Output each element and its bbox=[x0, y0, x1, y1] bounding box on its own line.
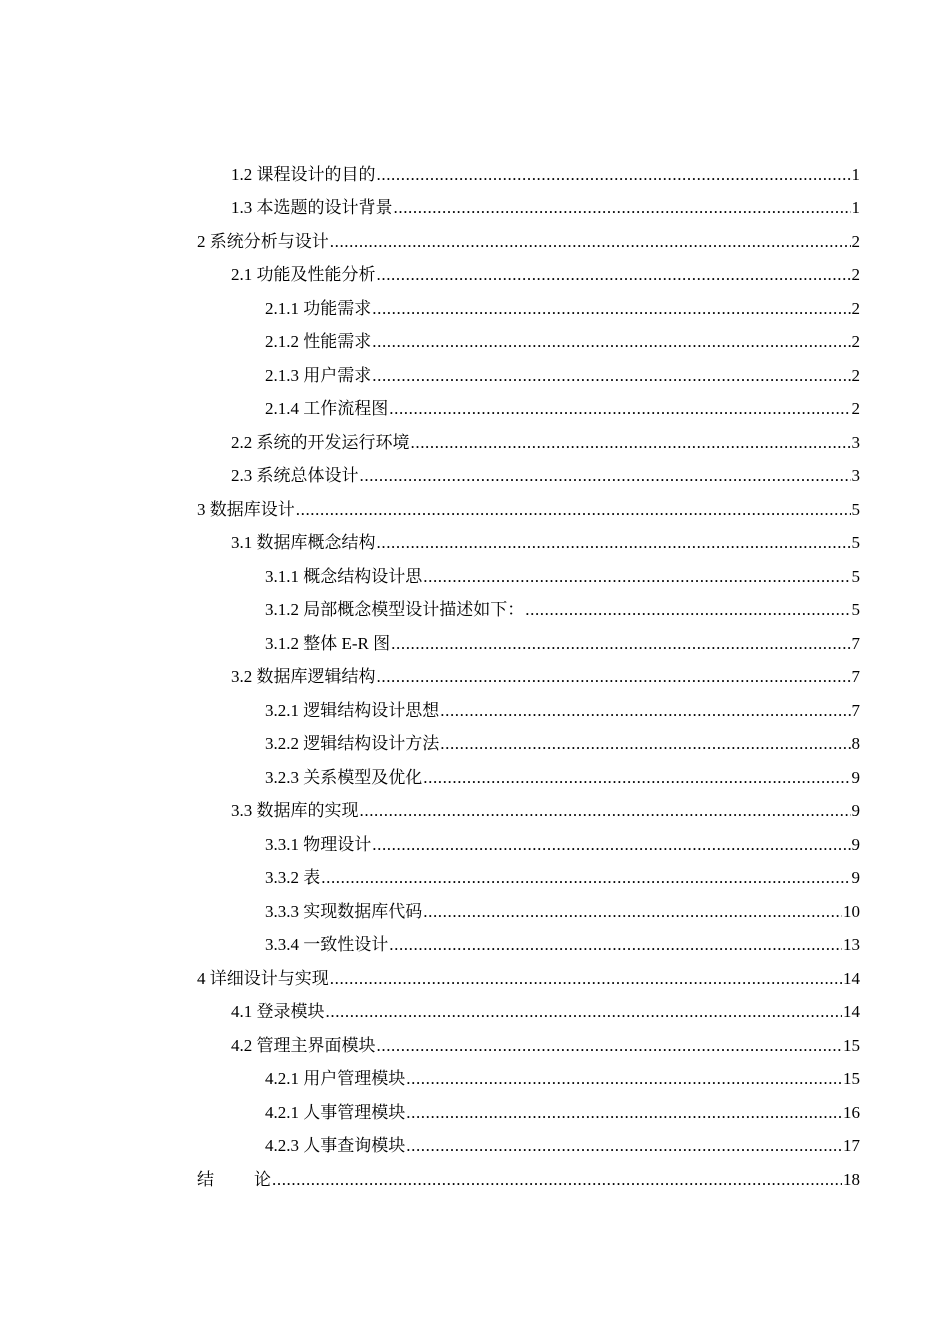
toc-entry[interactable] bbox=[0, 560, 950, 594]
toc-entry-page: 5 bbox=[851, 600, 860, 620]
toc-entry-page: 16 bbox=[843, 1102, 860, 1122]
toc-entry[interactable] bbox=[0, 527, 950, 561]
toc-entry-title: 3.1 数据库概念结构 bbox=[231, 533, 376, 553]
dot-leader bbox=[406, 1102, 842, 1124]
toc-entry[interactable] bbox=[0, 359, 950, 393]
toc-entry-title: 3.2.1 逻辑结构设计思想 bbox=[265, 700, 440, 720]
conclusion-char-1: 结 bbox=[197, 1169, 214, 1189]
toc-entry-page: 5 bbox=[851, 533, 860, 553]
dot-leader bbox=[423, 566, 850, 588]
toc-entry-title: 2.1.2 性能需求 bbox=[265, 332, 372, 352]
toc-entry-title: 3.1.2 整体 E-R 图 bbox=[265, 633, 391, 653]
toc-entry-page: 9 bbox=[851, 767, 860, 787]
toc-entry-page: 3 bbox=[851, 466, 860, 486]
dot-leader bbox=[372, 298, 850, 320]
toc-entry-page: 13 bbox=[843, 935, 860, 955]
toc-entry-page: 14 bbox=[843, 1002, 860, 1022]
dot-leader bbox=[394, 197, 851, 219]
toc-entry-page: 7 bbox=[851, 700, 860, 720]
toc-entry-title: 3.2 数据库逻辑结构 bbox=[231, 667, 376, 687]
toc-entry[interactable] bbox=[0, 828, 950, 862]
dot-leader bbox=[330, 231, 851, 253]
dot-leader bbox=[326, 1001, 843, 1023]
toc-entry-title: 2.2 系统的开发运行环境 bbox=[231, 432, 410, 452]
dot-leader bbox=[440, 733, 850, 755]
dot-leader bbox=[360, 800, 851, 822]
toc-entry-title: 3 数据库设计 bbox=[197, 499, 295, 519]
dot-leader bbox=[423, 901, 842, 923]
toc-entry[interactable] bbox=[0, 996, 950, 1030]
toc-entry-page: 15 bbox=[843, 1035, 860, 1055]
dot-leader bbox=[389, 398, 850, 420]
toc-entry-page: 14 bbox=[843, 968, 860, 988]
dot-leader bbox=[525, 599, 850, 621]
toc-entry-page: 10 bbox=[843, 901, 860, 921]
toc-entry-title: 3.1.2 局部概念模型设计描述如下： bbox=[265, 600, 525, 620]
conclusion-char-2: 论 bbox=[254, 1169, 271, 1189]
toc-entry[interactable] bbox=[0, 225, 950, 259]
table-of-contents bbox=[0, 158, 950, 1197]
toc-entry-conclusion[interactable] bbox=[0, 1163, 950, 1197]
dot-leader bbox=[389, 934, 842, 956]
toc-entry[interactable] bbox=[0, 862, 950, 896]
toc-entry[interactable] bbox=[0, 326, 950, 360]
toc-entry[interactable] bbox=[0, 259, 950, 293]
toc-entry[interactable] bbox=[0, 661, 950, 695]
dot-leader bbox=[411, 432, 851, 454]
dot-leader bbox=[391, 633, 850, 655]
toc-entry-page: 5 bbox=[851, 499, 860, 519]
dot-leader bbox=[440, 700, 850, 722]
toc-entry-title: 4.2 管理主界面模块 bbox=[231, 1035, 376, 1055]
toc-entry[interactable] bbox=[0, 895, 950, 929]
toc-entry-title: 4.2.1 用户管理模块 bbox=[265, 1069, 406, 1089]
toc-entry-page: 2 bbox=[851, 332, 860, 352]
dot-leader bbox=[296, 499, 851, 521]
toc-entry[interactable] bbox=[0, 1063, 950, 1097]
toc-entry-page: 17 bbox=[843, 1136, 860, 1156]
dot-leader bbox=[372, 834, 850, 856]
dot-leader bbox=[372, 365, 850, 387]
toc-entry-title: 3.3 数据库的实现 bbox=[231, 801, 359, 821]
toc-entry-page: 2 bbox=[851, 298, 860, 318]
dot-leader bbox=[406, 1135, 842, 1157]
toc-entry-title: 3.3.2 表 bbox=[265, 868, 321, 888]
toc-entry-title: 2.1.1 功能需求 bbox=[265, 298, 372, 318]
toc-entry-page: 7 bbox=[851, 633, 860, 653]
dot-leader bbox=[372, 331, 850, 353]
toc-entry-page: 2 bbox=[851, 399, 860, 419]
toc-entry[interactable] bbox=[0, 962, 950, 996]
toc-entry[interactable] bbox=[0, 795, 950, 829]
toc-entry-page: 1 bbox=[851, 198, 860, 218]
toc-entry-page: 15 bbox=[843, 1069, 860, 1089]
toc-entry-title: 2.1.3 用户需求 bbox=[265, 365, 372, 385]
toc-entry-page: 5 bbox=[851, 566, 860, 586]
toc-entry-page: 1 bbox=[851, 164, 860, 184]
toc-entry-page: 9 bbox=[851, 834, 860, 854]
dot-leader bbox=[272, 1169, 842, 1191]
toc-entry-page: 9 bbox=[851, 801, 860, 821]
toc-entry[interactable] bbox=[0, 728, 950, 762]
toc-entry-page: 2 bbox=[851, 265, 860, 285]
toc-entry-title: 2.3 系统总体设计 bbox=[231, 466, 359, 486]
toc-entry-title: 2.1.4 工作流程图 bbox=[265, 399, 389, 419]
toc-entry-title: 3.3.4 一致性设计 bbox=[265, 935, 389, 955]
toc-entry[interactable] bbox=[0, 1130, 950, 1164]
toc-entry-title: 4 详细设计与实现 bbox=[197, 968, 329, 988]
toc-entry[interactable] bbox=[0, 761, 950, 795]
dot-leader bbox=[423, 767, 850, 789]
toc-entry-page: 2 bbox=[851, 365, 860, 385]
toc-entry[interactable] bbox=[0, 292, 950, 326]
dot-leader bbox=[377, 164, 851, 186]
toc-entry-title: 3.3.3 实现数据库代码 bbox=[265, 901, 423, 921]
dot-leader bbox=[330, 968, 842, 990]
toc-entry-page: 7 bbox=[851, 667, 860, 687]
toc-entry[interactable] bbox=[0, 594, 950, 628]
toc-entry-title: 2.1 功能及性能分析 bbox=[231, 265, 376, 285]
dot-leader bbox=[377, 666, 851, 688]
toc-entry[interactable] bbox=[0, 192, 950, 226]
toc-entry[interactable] bbox=[0, 929, 950, 963]
dot-leader bbox=[377, 532, 851, 554]
toc-entry-title: 4.2.1 人事管理模块 bbox=[265, 1102, 406, 1122]
toc-entry-page: 18 bbox=[843, 1169, 860, 1189]
toc-entry-title: 3.1.1 概念结构设计思 bbox=[265, 566, 423, 586]
toc-entry[interactable] bbox=[0, 158, 950, 192]
toc-entry[interactable] bbox=[0, 393, 950, 427]
toc-entry[interactable] bbox=[0, 627, 950, 661]
toc-entry-page: 2 bbox=[851, 231, 860, 251]
toc-entry-title: 1.2 课程设计的目的 bbox=[231, 164, 376, 184]
toc-entry[interactable] bbox=[0, 1096, 950, 1130]
dot-leader bbox=[377, 1035, 843, 1057]
toc-entry[interactable] bbox=[0, 460, 950, 494]
toc-entry[interactable] bbox=[0, 426, 950, 460]
dot-leader bbox=[406, 1068, 842, 1090]
toc-entry-title: 1.3 本选题的设计背景 bbox=[231, 198, 393, 218]
toc-entry-title: 3.3.1 物理设计 bbox=[265, 834, 372, 854]
toc-entry-page: 9 bbox=[851, 868, 860, 888]
toc-entry[interactable] bbox=[0, 694, 950, 728]
toc-entry-page: 3 bbox=[851, 432, 860, 452]
toc-entry-title: 3.2.3 关系模型及优化 bbox=[265, 767, 423, 787]
toc-entry-title bbox=[197, 1169, 271, 1191]
dot-leader bbox=[321, 867, 850, 889]
dot-leader bbox=[360, 465, 851, 487]
toc-entry-title: 4.1 登录模块 bbox=[231, 1002, 325, 1022]
toc-entry-page: 8 bbox=[851, 734, 860, 754]
toc-entry-title: 4.2.3 人事查询模块 bbox=[265, 1136, 406, 1156]
toc-entry-title: 2 系统分析与设计 bbox=[197, 231, 329, 251]
toc-entry-title: 3.2.2 逻辑结构设计方法 bbox=[265, 734, 440, 754]
dot-leader bbox=[377, 264, 851, 286]
toc-entry[interactable] bbox=[0, 493, 950, 527]
toc-entry[interactable] bbox=[0, 1029, 950, 1063]
